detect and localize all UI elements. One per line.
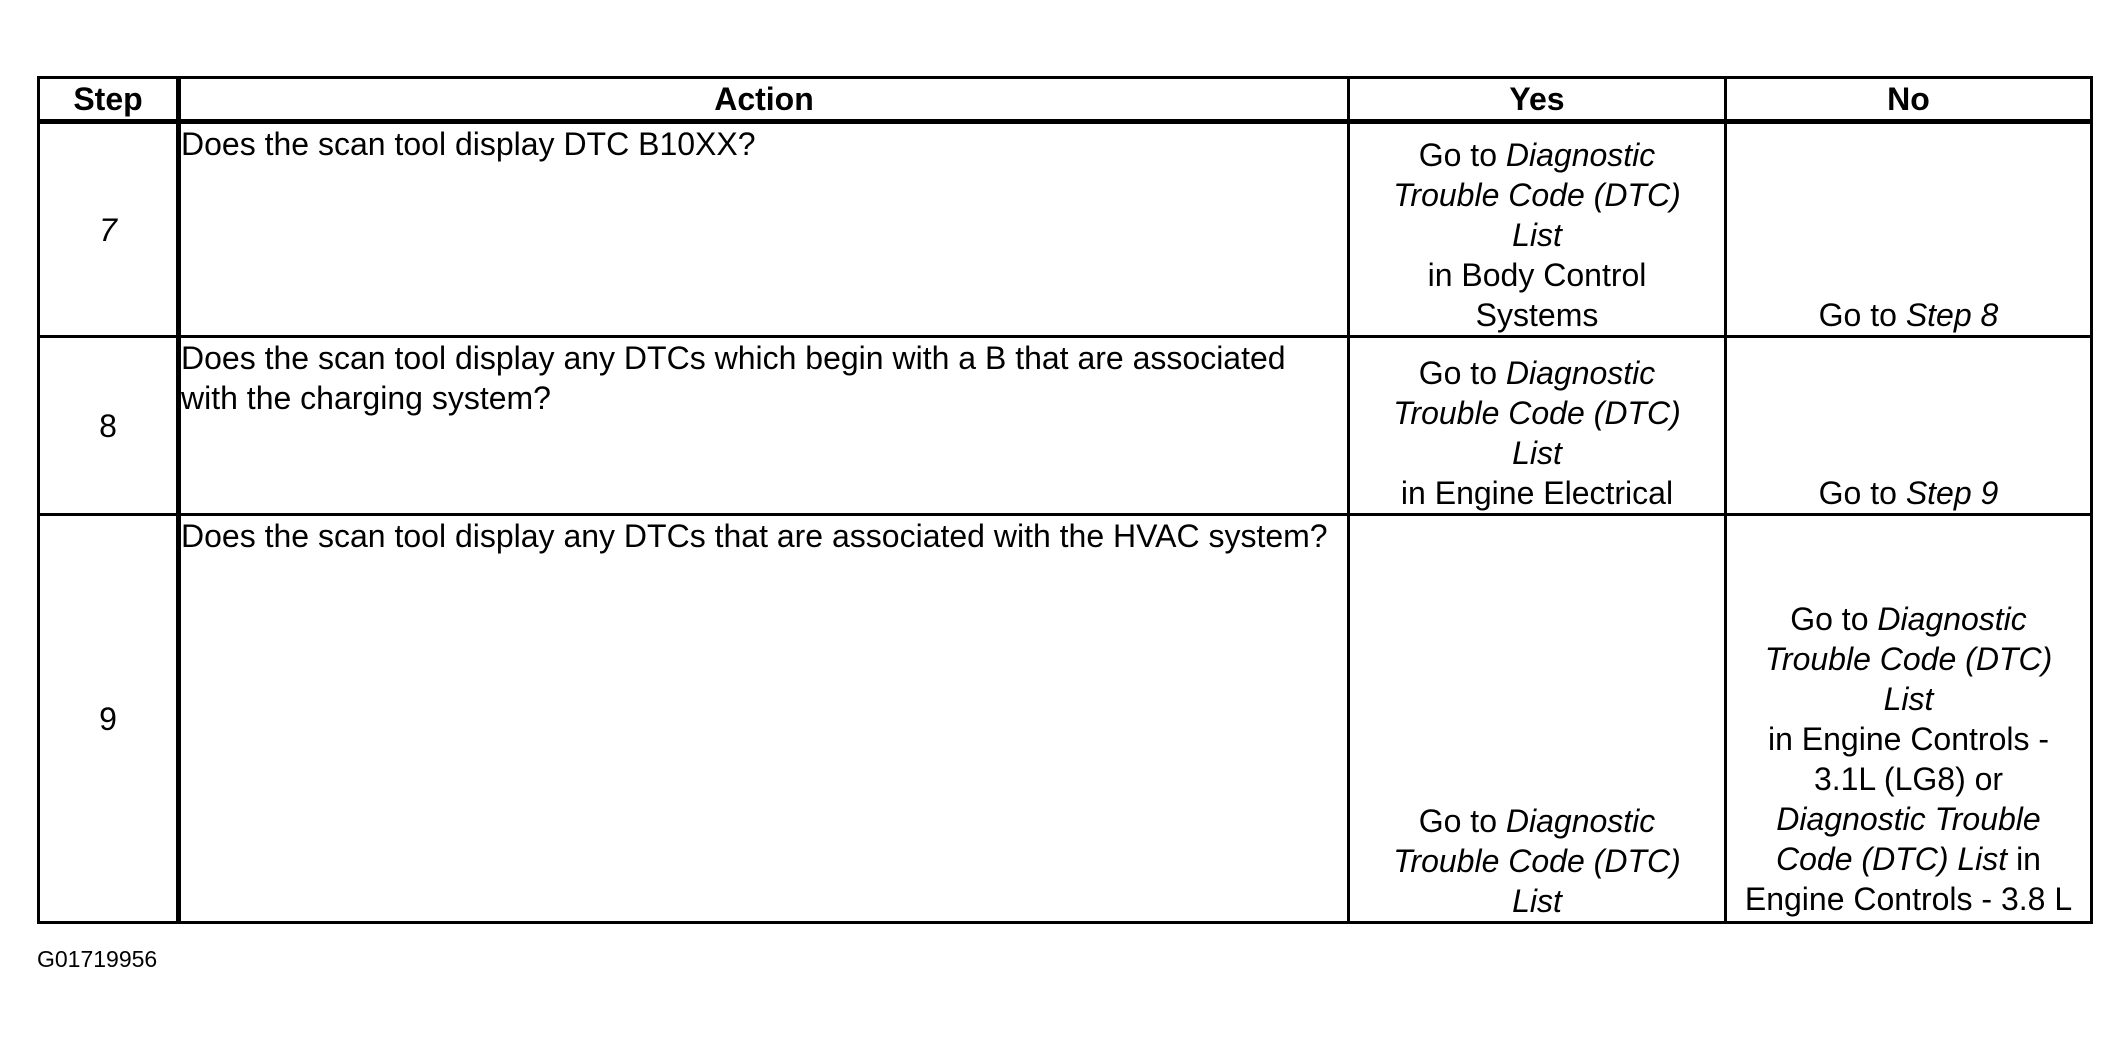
table-row	[39, 122, 2092, 337]
header-action: Action	[179, 78, 1349, 122]
yes-link[interactable]: Diagnostic Trouble Code (DTC) List	[1393, 803, 1681, 919]
table-row	[39, 337, 2092, 515]
no-link[interactable]: Diagnostic Trouble Code (DTC) List	[1764, 601, 2053, 717]
yes-prefix: Go to	[1418, 355, 1506, 391]
yes-prefix: Go to	[1418, 803, 1506, 839]
action-text: Does the scan tool display DTC B10XX?	[179, 122, 1349, 337]
yes-prefix: Go to	[1418, 137, 1506, 173]
header-step: Step	[39, 78, 179, 122]
yes-cell	[1349, 122, 1726, 337]
yes-suffix: in Engine Electrical	[1400, 475, 1674, 511]
no-prefix: Go to	[1818, 475, 1906, 511]
diagnostic-table	[37, 76, 2093, 924]
yes-link[interactable]: Diagnostic Trouble Code (DTC) List	[1393, 137, 1681, 253]
yes-cell	[1349, 337, 1726, 515]
no-link[interactable]: Step 9	[1905, 475, 1999, 511]
no-prefix: Go to	[1790, 601, 1878, 637]
yes-link[interactable]: Diagnostic Trouble Code (DTC) List	[1393, 355, 1681, 471]
action-text: Does the scan tool display any DTCs which begin with a B that are associated with the charging system?	[179, 337, 1349, 515]
step-number: 7	[39, 122, 179, 337]
no-link[interactable]: Step 8	[1905, 297, 1999, 333]
step-number: 8	[39, 337, 179, 515]
header-row	[39, 78, 2092, 122]
no-link-2[interactable]: Diagnostic Trouble Code (DTC) List	[1776, 801, 2041, 877]
no-cell	[1726, 515, 2092, 923]
action-text: Does the scan tool display any DTCs that are associated with the HVAC system?	[179, 515, 1349, 923]
no-cell	[1726, 122, 2092, 337]
step-number: 9	[39, 515, 179, 923]
header-no: No	[1726, 78, 2092, 122]
header-yes: Yes	[1349, 78, 1726, 122]
no-prefix: Go to	[1818, 297, 1906, 333]
no-suffix: in Engine Controls - 3.8 L	[1744, 841, 2073, 917]
yes-suffix: in Body Control Systems	[1427, 257, 1647, 333]
no-cell	[1726, 337, 2092, 515]
table-row	[39, 515, 2092, 923]
yes-cell	[1349, 515, 1726, 923]
figure-id: G01719956	[37, 946, 158, 972]
no-middle: in Engine Controls - 3.1L (LG8) or	[1767, 721, 2050, 797]
